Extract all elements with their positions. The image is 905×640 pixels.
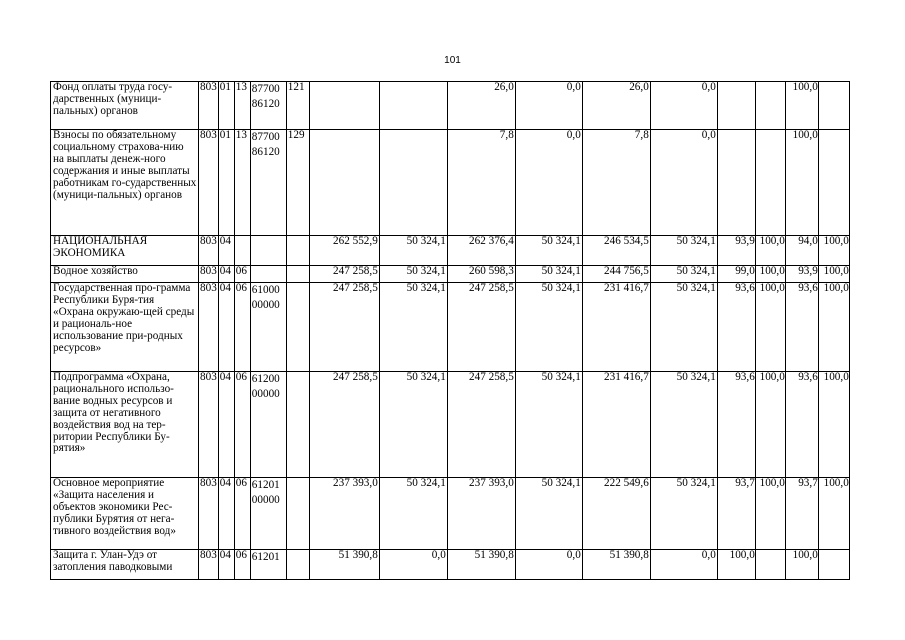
code-subsection: 06 bbox=[234, 372, 250, 478]
value-plan-federal: 0,0 bbox=[379, 550, 447, 580]
code-type bbox=[286, 266, 309, 283]
table-row bbox=[51, 372, 850, 478]
value-executed: 231 416,7 bbox=[582, 283, 650, 372]
code-admin: 803 bbox=[199, 478, 219, 550]
value-executed-federal: 50 324,1 bbox=[650, 266, 717, 283]
percent-specified: 93,6 bbox=[785, 372, 818, 478]
percent-specified-federal bbox=[818, 82, 849, 130]
percent-specified-federal: 100,0 bbox=[818, 372, 849, 478]
value-executed: 246 534,5 bbox=[582, 236, 650, 266]
value-specified: 262 376,4 bbox=[447, 236, 515, 266]
value-plan: 247 258,5 bbox=[309, 372, 379, 478]
value-specified-federal: 0,0 bbox=[515, 82, 582, 130]
row-name: Государственная про-грамма Республики Буря-тия «Охрана окружаю-щей среды и рациональ-ное использование при-родных ресурсов» bbox=[51, 283, 199, 372]
value-specified-federal: 0,0 bbox=[515, 130, 582, 236]
code-section: 01 bbox=[218, 82, 234, 130]
percent-specified-federal bbox=[818, 130, 849, 236]
value-specified-federal: 50 324,1 bbox=[515, 372, 582, 478]
table-row bbox=[51, 478, 850, 550]
percent-plan-federal bbox=[755, 130, 785, 236]
code-subsection: 13 bbox=[234, 82, 250, 130]
value-executed-federal: 50 324,1 bbox=[650, 283, 717, 372]
code-section: 01 bbox=[218, 130, 234, 236]
value-executed-federal: 50 324,1 bbox=[650, 236, 717, 266]
value-specified: 7,8 bbox=[447, 130, 515, 236]
value-executed: 51 390,8 bbox=[582, 550, 650, 580]
code-type: 129 bbox=[286, 130, 309, 236]
value-plan-federal: 50 324,1 bbox=[379, 266, 447, 283]
code-admin: 803 bbox=[199, 130, 219, 236]
value-plan bbox=[309, 82, 379, 130]
row-name: Фонд оплаты труда госу-дарственных (муници-пальных) органов bbox=[51, 82, 199, 130]
percent-plan: 99,0 bbox=[717, 266, 755, 283]
code-admin: 803 bbox=[199, 283, 219, 372]
value-plan-federal bbox=[379, 82, 447, 130]
value-specified-federal: 50 324,1 bbox=[515, 478, 582, 550]
percent-plan-federal: 100,0 bbox=[755, 372, 785, 478]
code-type: 121 bbox=[286, 82, 309, 130]
code-subsection: 06 bbox=[234, 550, 250, 580]
value-plan-federal: 50 324,1 bbox=[379, 478, 447, 550]
value-plan-federal: 50 324,1 bbox=[379, 236, 447, 266]
value-plan: 262 552,9 bbox=[309, 236, 379, 266]
percent-plan: 93,9 bbox=[717, 236, 755, 266]
code-target bbox=[250, 266, 286, 283]
code-subsection: 06 bbox=[234, 478, 250, 550]
percent-specified-federal: 100,0 bbox=[818, 283, 849, 372]
value-specified: 260 598,3 bbox=[447, 266, 515, 283]
percent-plan-federal bbox=[755, 550, 785, 580]
code-section: 04 bbox=[218, 550, 234, 580]
code-admin: 803 bbox=[199, 372, 219, 478]
percent-specified-federal: 100,0 bbox=[818, 236, 849, 266]
value-specified-federal: 50 324,1 bbox=[515, 266, 582, 283]
code-section: 04 bbox=[218, 283, 234, 372]
value-specified-federal: 50 324,1 bbox=[515, 236, 582, 266]
value-specified: 51 390,8 bbox=[447, 550, 515, 580]
table-row bbox=[51, 283, 850, 372]
value-specified-federal: 50 324,1 bbox=[515, 283, 582, 372]
percent-plan-federal: 100,0 bbox=[755, 236, 785, 266]
value-plan: 247 258,5 bbox=[309, 266, 379, 283]
code-admin: 803 bbox=[199, 266, 219, 283]
value-specified: 26,0 bbox=[447, 82, 515, 130]
code-type bbox=[286, 283, 309, 372]
table-row bbox=[51, 130, 850, 236]
value-plan bbox=[309, 130, 379, 236]
code-subsection: 06 bbox=[234, 283, 250, 372]
percent-specified: 93,6 bbox=[785, 283, 818, 372]
percent-specified-federal bbox=[818, 550, 849, 580]
table-row bbox=[51, 236, 850, 266]
row-name: НАЦИОНАЛЬНАЯ ЭКОНОМИКА bbox=[51, 236, 199, 266]
value-executed-federal: 50 324,1 bbox=[650, 372, 717, 478]
row-name: Водное хозяйство bbox=[51, 266, 199, 283]
value-executed-federal: 0,0 bbox=[650, 550, 717, 580]
code-type bbox=[286, 550, 309, 580]
value-executed-federal: 0,0 bbox=[650, 130, 717, 236]
percent-specified: 100,0 bbox=[785, 550, 818, 580]
percent-specified: 100,0 bbox=[785, 82, 818, 130]
value-executed-federal: 50 324,1 bbox=[650, 478, 717, 550]
percent-plan-federal: 100,0 bbox=[755, 266, 785, 283]
code-admin: 803 bbox=[199, 236, 219, 266]
code-target: 61201 00000 bbox=[250, 478, 286, 550]
code-subsection bbox=[234, 236, 250, 266]
value-specified: 237 393,0 bbox=[447, 478, 515, 550]
percent-plan-federal bbox=[755, 82, 785, 130]
code-section: 04 bbox=[218, 372, 234, 478]
percent-specified: 94,0 bbox=[785, 236, 818, 266]
value-plan: 51 390,8 bbox=[309, 550, 379, 580]
value-specified: 247 258,5 bbox=[447, 283, 515, 372]
value-specified: 247 258,5 bbox=[447, 372, 515, 478]
code-type bbox=[286, 372, 309, 478]
code-section: 04 bbox=[218, 236, 234, 266]
row-name: Подпрограмма «Охрана, рационального использо-вание водных ресурсов и защита от негативного воздействия вод на тер-ритории Республики Бу-рятия» bbox=[51, 372, 199, 478]
code-target: 61201 bbox=[250, 550, 286, 580]
code-subsection: 06 bbox=[234, 266, 250, 283]
code-section: 04 bbox=[218, 478, 234, 550]
code-type bbox=[286, 236, 309, 266]
percent-plan: 100,0 bbox=[717, 550, 755, 580]
percent-specified-federal: 100,0 bbox=[818, 478, 849, 550]
percent-plan-federal: 100,0 bbox=[755, 478, 785, 550]
percent-specified: 93,9 bbox=[785, 266, 818, 283]
code-target: 61000 00000 bbox=[250, 283, 286, 372]
table-row bbox=[51, 82, 850, 130]
value-plan-federal: 50 324,1 bbox=[379, 283, 447, 372]
percent-plan: 93,7 bbox=[717, 478, 755, 550]
code-admin: 803 bbox=[199, 82, 219, 130]
table-row bbox=[51, 550, 850, 580]
row-name: Взносы по обязательному социальному страхова-нию на выплаты денеж-ного содержания и иные выплаты работникам го-сударственных (муници-пальных) органов bbox=[51, 130, 199, 236]
percent-plan: 93,6 bbox=[717, 372, 755, 478]
table-row bbox=[51, 266, 850, 283]
percent-plan bbox=[717, 82, 755, 130]
code-target: 87700 86120 bbox=[250, 82, 286, 130]
code-type bbox=[286, 478, 309, 550]
budget-table bbox=[50, 81, 850, 580]
code-target: 61200 00000 bbox=[250, 372, 286, 478]
percent-specified: 100,0 bbox=[785, 130, 818, 236]
value-executed: 222 549,6 bbox=[582, 478, 650, 550]
code-target bbox=[250, 236, 286, 266]
value-executed: 231 416,7 bbox=[582, 372, 650, 478]
value-plan: 247 258,5 bbox=[309, 283, 379, 372]
code-target: 87700 86120 bbox=[250, 130, 286, 236]
code-subsection: 13 bbox=[234, 130, 250, 236]
value-plan-federal bbox=[379, 130, 447, 236]
value-executed: 7,8 bbox=[582, 130, 650, 236]
percent-specified: 93,7 bbox=[785, 478, 818, 550]
code-section: 04 bbox=[218, 266, 234, 283]
value-specified-federal: 0,0 bbox=[515, 550, 582, 580]
value-plan: 237 393,0 bbox=[309, 478, 379, 550]
code-admin: 803 bbox=[199, 550, 219, 580]
percent-plan: 93,6 bbox=[717, 283, 755, 372]
percent-plan bbox=[717, 130, 755, 236]
value-executed-federal: 0,0 bbox=[650, 82, 717, 130]
row-name: Защита г. Улан-Удэ от затопления паводковыми bbox=[51, 550, 199, 580]
value-executed: 244 756,5 bbox=[582, 266, 650, 283]
row-name: Основное мероприятие «Защита населения и объектов экономики Рес-публики Бурятия от нега-тивного воздействия вод» bbox=[51, 478, 199, 550]
percent-plan-federal: 100,0 bbox=[755, 283, 785, 372]
value-executed: 26,0 bbox=[582, 82, 650, 130]
percent-specified-federal: 100,0 bbox=[818, 266, 849, 283]
value-plan-federal: 50 324,1 bbox=[379, 372, 447, 478]
page-number: 101 bbox=[444, 55, 461, 66]
